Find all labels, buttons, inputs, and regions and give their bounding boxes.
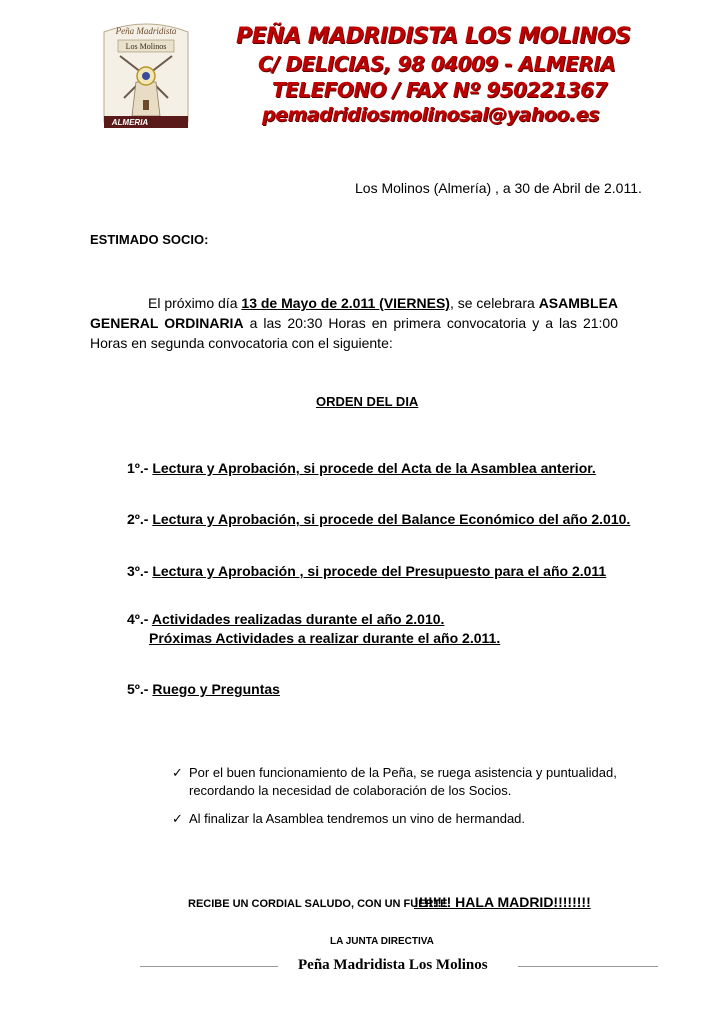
logo-top-text: Peña Madridista xyxy=(115,26,177,36)
agenda-item-text: Ruego y Preguntas xyxy=(152,681,280,697)
agenda-title: ORDEN DEL DIA xyxy=(316,394,419,409)
cheer-text: !!!!!!!! HALA MADRID!!!!!!!! xyxy=(414,894,591,910)
signature: LA JUNTA DIRECTIVA xyxy=(330,936,434,947)
greeting: ESTIMADO SOCIO: xyxy=(90,232,209,247)
date-line: Los Molinos (Almería) , a 30 de Abril de 2.011. xyxy=(355,180,642,196)
note-line: Por el buen funcionamiento de la Peña, se ruega asistencia y puntualidad, xyxy=(189,765,617,780)
agenda-item-number: 3º.- xyxy=(127,563,149,579)
note-line: recordando la necesidad de colaboración de los Socios. xyxy=(189,783,512,798)
agenda-item xyxy=(127,459,596,477)
agenda-item-number: 1º.- xyxy=(127,460,149,476)
agenda-item-number: 2º.- xyxy=(127,511,149,527)
agenda-item-text: Lectura y Aprobación , si procede del Presupuesto para el año 2.011 xyxy=(152,563,607,579)
agenda-item-text: Lectura y Aprobación, si procede del Acta de la Asamblea anterior. xyxy=(152,460,596,476)
club-logo xyxy=(100,18,192,136)
checkmark-icon: ✓ xyxy=(172,811,183,826)
club-name: PEÑA MADRIDISTA LOS MOLINOS xyxy=(236,24,631,49)
note-item xyxy=(172,810,525,828)
footer-divider-right xyxy=(518,966,658,967)
event-name-b: GENERAL ORDINARIA xyxy=(90,315,244,331)
logo-bottom-text: ALMERIA xyxy=(111,118,149,127)
intro-paragraph xyxy=(90,293,618,353)
agenda-item-number: 5º.- xyxy=(127,681,149,697)
agenda-item-text: Actividades realizadas durante el año 2.010. xyxy=(151,611,445,627)
checkmark-icon: ✓ xyxy=(172,765,183,780)
intro-text-3: a las 20:30 Horas en primera convocatoria y a las 21:00 Horas en segunda convocatoria con el siguiente: xyxy=(90,315,619,351)
event-name-a: ASAMBLEA xyxy=(538,295,619,311)
intro-text-2: , se celebrara xyxy=(449,295,535,311)
logo-banner-text: Los Molinos xyxy=(125,42,167,51)
club-address: C/ DELICIAS, 98 04009 - ALMERIA xyxy=(258,52,616,76)
agenda-item xyxy=(127,610,444,628)
agenda-item xyxy=(127,562,606,580)
agenda-item xyxy=(127,510,630,528)
agenda-item-text: Lectura y Aprobación, si procede del Balance Económico del año 2.010. xyxy=(152,511,631,527)
meeting-date: 13 de Mayo de 2.011 (VIERNES) xyxy=(241,295,450,311)
footer-divider-left xyxy=(140,966,278,967)
agenda-item-continuation: Próximas Actividades a realizar durante el año 2.011. xyxy=(149,630,501,646)
agenda-item xyxy=(127,680,280,698)
club-email: pemadridiosmolinosal@yahoo.es xyxy=(262,104,599,126)
farewell-text: RECIBE UN CORDIAL SALUDO, CON UN FUERTE xyxy=(188,898,448,910)
note-item xyxy=(172,764,617,800)
footer-text: Peña Madridista Los Molinos xyxy=(298,957,488,973)
note-line: Al finalizar la Asamblea tendremos un vino de hermandad. xyxy=(189,811,526,826)
club-phone: TELEFONO / FAX Nº 950221367 xyxy=(272,78,608,102)
intro-text-1: El próximo día xyxy=(148,295,238,311)
agenda-item-number: 4º.- xyxy=(127,611,149,627)
